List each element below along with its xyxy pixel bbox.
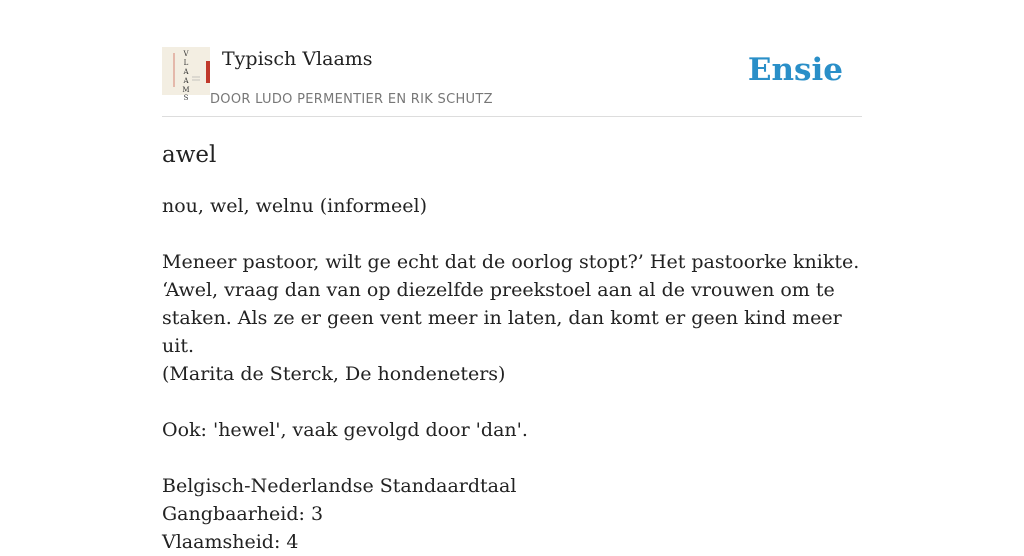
spacer	[162, 388, 862, 416]
entry-note: Ook: 'hewel', vaak gevolgd door 'dan'.	[162, 419, 528, 441]
entry-definition: nou, wel, welnu (informeel)	[162, 195, 428, 217]
cover-letter-m: M	[182, 86, 190, 94]
cover-letter-s: S	[183, 94, 189, 102]
spacer	[162, 220, 862, 248]
spacer	[162, 444, 862, 472]
entry-source: (Marita de Sterck, De hondeneters)	[162, 363, 506, 385]
book-cover-avatar[interactable]	[162, 47, 210, 102]
entry-body	[162, 192, 862, 556]
entry-register: Belgisch-Nederlandse Standaardtaal	[162, 475, 517, 497]
ensie-logo-link[interactable]: Ensie	[747, 52, 843, 88]
book-authors: DOOR LUDO PERMENTIER EN RIK SCHUTZ	[210, 92, 493, 107]
entry-gangbaarheid: Gangbaarheid: 3	[162, 503, 324, 525]
entry-headword: awel	[162, 142, 217, 168]
cover-letter-l: L	[183, 59, 189, 67]
cover-letter-a2: A	[183, 77, 189, 85]
cover-letter-v: V	[183, 50, 189, 58]
book-title[interactable]: Typisch Vlaams	[222, 48, 373, 70]
entry-vlaamsheid: Vlaamsheid: 4	[162, 531, 299, 553]
cover-letter-a1: A	[183, 68, 189, 76]
entry-quote: Meneer pastoor, wilt ge echt dat de oorlog stopt?’ Het pastoorke knikte. ‘Awel, vraag dan van op diezelfde preekstoel aan al de vrouwen om te staken. Als ze er geen vent meer in laten, dan komt er geen kind meer uit.	[162, 251, 860, 357]
book-cover-icon	[162, 47, 210, 102]
site-header	[162, 46, 862, 117]
